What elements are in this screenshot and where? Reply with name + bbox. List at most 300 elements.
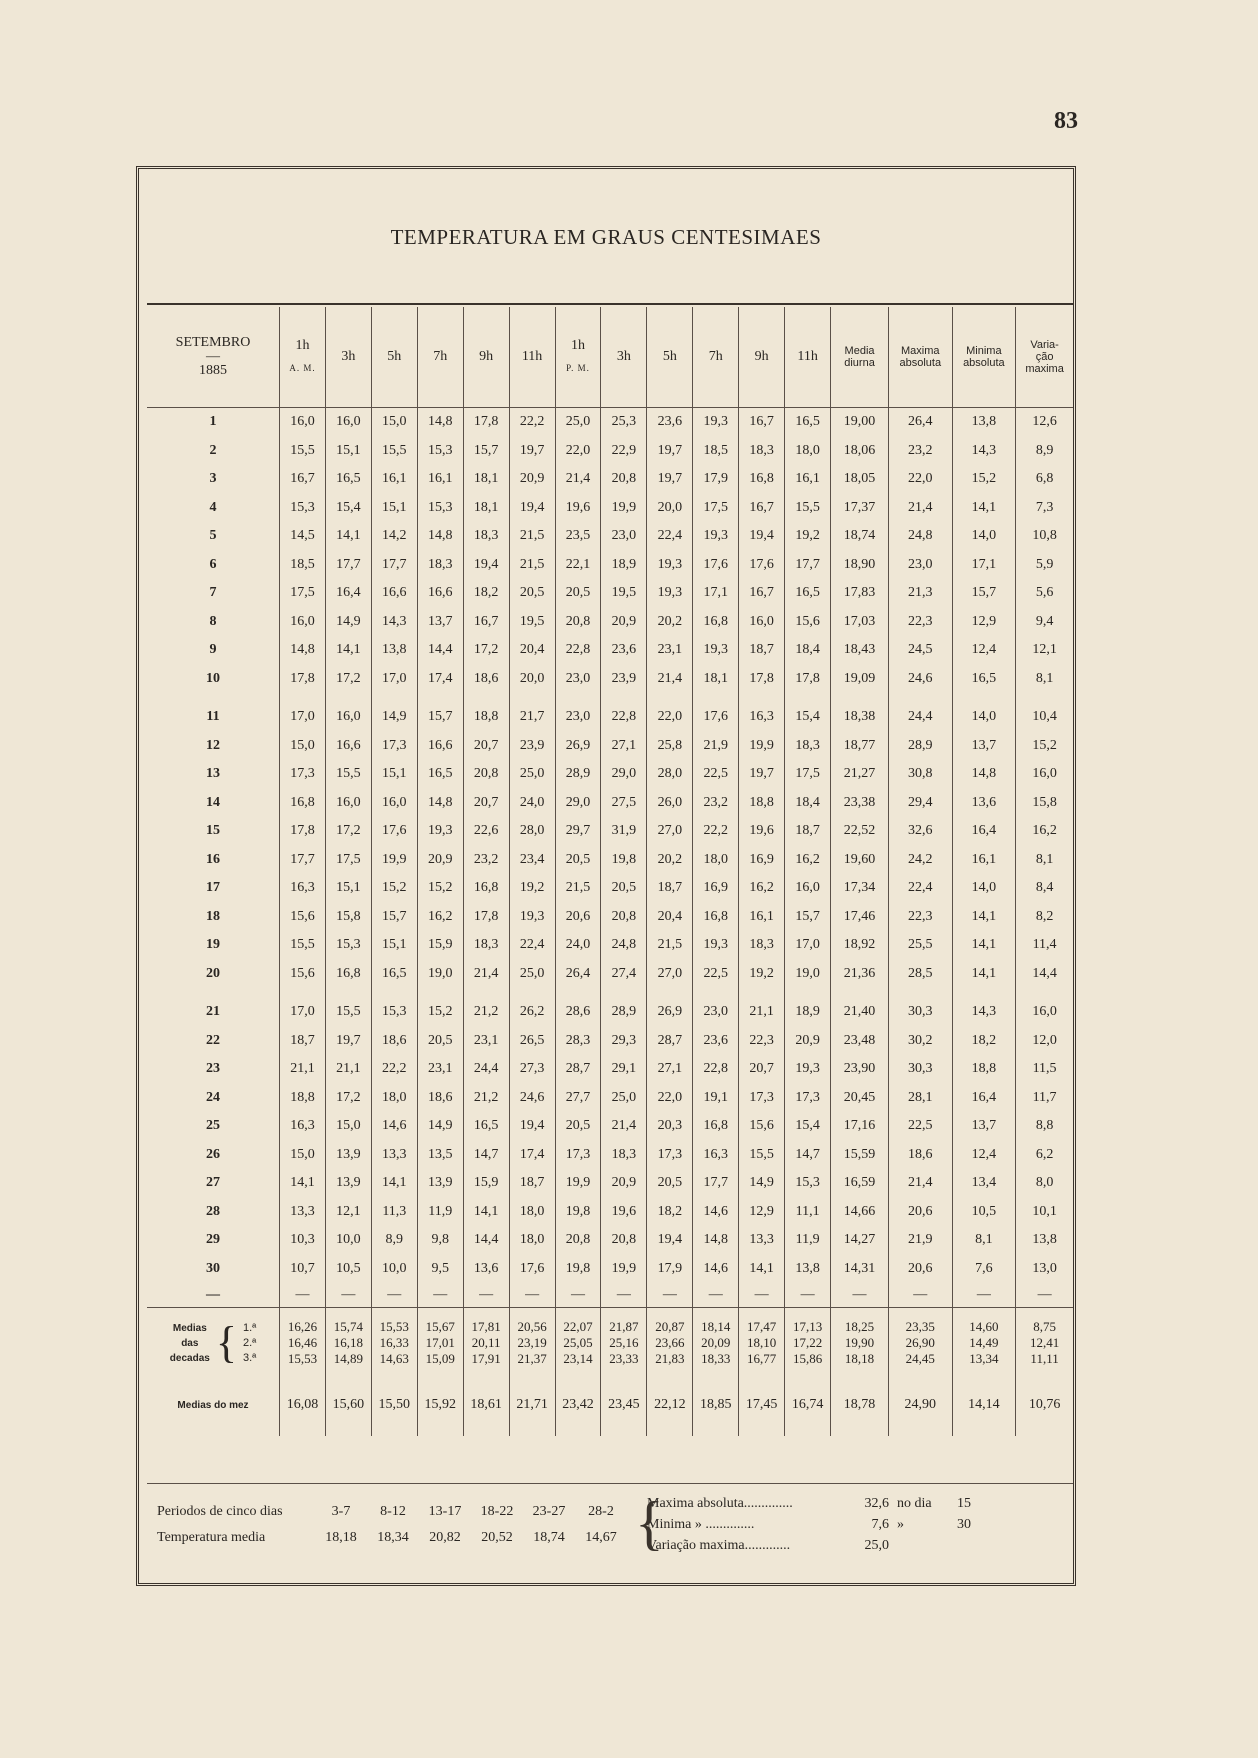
- value-cell: 17,8: [463, 408, 509, 437]
- value-cell: 13,8: [371, 636, 417, 665]
- decade-value: 22,07: [563, 1319, 593, 1334]
- value-cell: 15,8: [325, 903, 371, 932]
- dash-cell: —: [831, 1283, 889, 1308]
- table-row: [147, 465, 1073, 494]
- value-cell: 14,3: [952, 437, 1016, 466]
- value-cell: 22,2: [693, 817, 739, 846]
- extreme-day: 15: [957, 1495, 971, 1511]
- extreme-value: 25,0: [864, 1537, 889, 1553]
- value-cell: 13,0: [1016, 1255, 1073, 1284]
- table-row: [147, 408, 1073, 437]
- header-hour-9am: 9h: [463, 307, 509, 408]
- value-cell: 11,3: [371, 1198, 417, 1227]
- header-dash: —: [206, 349, 220, 364]
- value-cell: 16,2: [417, 903, 463, 932]
- value-cell: 14,1: [463, 1198, 509, 1227]
- value-cell: 18,2: [952, 1027, 1016, 1056]
- value-cell: 28,0: [647, 760, 693, 789]
- day-cell: 1: [209, 414, 217, 430]
- value-cell: 19,3: [785, 1055, 831, 1084]
- value-cell: 21,3: [889, 579, 953, 608]
- value-cell: 21,5: [509, 522, 555, 551]
- period-range: 18-22: [480, 1504, 514, 1519]
- value-cell: 29,7: [555, 817, 601, 846]
- value-cell: 17,8: [463, 903, 509, 932]
- value-cell: 18,38: [831, 703, 889, 732]
- period-range: 3-7: [331, 1504, 351, 1519]
- value-cell: 15,6: [739, 1112, 785, 1141]
- decade-value: 26,90: [905, 1335, 935, 1350]
- decades-label-1: Medias: [172, 1322, 207, 1334]
- gap-cell: [371, 988, 417, 998]
- dash-cell: —: [601, 1283, 647, 1308]
- value-cell: 18,7: [739, 636, 785, 665]
- value-cell: 17,7: [280, 846, 326, 875]
- decade-value: 14,60: [969, 1319, 999, 1334]
- decade-value: 17,13: [792, 1319, 823, 1334]
- table-row: [147, 1226, 1073, 1255]
- value-cell: 28,9: [601, 998, 647, 1027]
- value-cell: 19,6: [601, 1198, 647, 1227]
- day-cell: 7: [209, 585, 217, 601]
- header-variacao-maxima: Varia- ção maxima: [1016, 307, 1073, 408]
- value-cell: 18,3: [785, 732, 831, 761]
- period-range: 28-2: [588, 1504, 614, 1519]
- value-cell: 15,4: [785, 703, 831, 732]
- day-cell: 28: [206, 1203, 220, 1219]
- value-cell: 30,2: [889, 1027, 953, 1056]
- decades-row: [147, 1312, 1073, 1374]
- value-cell: 26,9: [555, 732, 601, 761]
- value-cell: 19,8: [601, 846, 647, 875]
- value-cell: 16,7: [739, 494, 785, 523]
- table-row: [147, 903, 1073, 932]
- value-cell: 17,0: [280, 703, 326, 732]
- value-cell: 16,0: [325, 789, 371, 818]
- value-cell: 14,3: [371, 608, 417, 637]
- value-cell: 20,3: [647, 1112, 693, 1141]
- value-cell: 18,0: [785, 437, 831, 466]
- decade-value: 15,67: [425, 1319, 455, 1334]
- value-cell: 17,03: [831, 608, 889, 637]
- value-cell: 15,9: [417, 931, 463, 960]
- value-cell: 18,1: [693, 665, 739, 694]
- dash-cell: —: [463, 1283, 509, 1308]
- dash-cell: —: [325, 1283, 371, 1308]
- decade-value: 17,47: [747, 1319, 777, 1334]
- value-cell: 16,0: [739, 608, 785, 637]
- day-cell: 8: [209, 613, 217, 629]
- value-cell: 18,06: [831, 437, 889, 466]
- month-value: 16,74: [785, 1374, 831, 1436]
- value-cell: 22,0: [889, 465, 953, 494]
- day-cell: 17: [206, 880, 220, 896]
- value-cell: 14,8: [693, 1226, 739, 1255]
- decade-values-cell: [509, 1312, 555, 1374]
- value-cell: 20,5: [601, 874, 647, 903]
- value-cell: 15,5: [325, 998, 371, 1027]
- value-cell: 16,1: [739, 903, 785, 932]
- table-row: [147, 494, 1073, 523]
- value-cell: 17,2: [325, 817, 371, 846]
- value-cell: 17,6: [509, 1255, 555, 1284]
- value-cell: 14,8: [417, 408, 463, 437]
- gap-cell: [889, 693, 953, 703]
- value-cell: 15,6: [785, 608, 831, 637]
- day-cell: 9: [209, 642, 217, 658]
- value-cell: 27,7: [555, 1084, 601, 1113]
- dash-cell: —: [785, 1283, 831, 1308]
- value-cell: 25,8: [647, 732, 693, 761]
- value-cell: 12,9: [952, 608, 1016, 637]
- value-cell: 28,5: [889, 960, 953, 989]
- value-cell: 18,3: [463, 522, 509, 551]
- decade-value: 25,16: [609, 1335, 639, 1350]
- value-cell: 21,27: [831, 760, 889, 789]
- value-cell: 25,3: [601, 408, 647, 437]
- value-cell: 17,2: [325, 665, 371, 694]
- value-cell: 20,2: [647, 846, 693, 875]
- value-cell: 22,8: [693, 1055, 739, 1084]
- value-cell: 17,2: [325, 1084, 371, 1113]
- value-cell: 20,7: [463, 732, 509, 761]
- value-cell: 17,9: [647, 1255, 693, 1284]
- value-cell: 17,3: [647, 1141, 693, 1170]
- value-cell: 28,9: [889, 732, 953, 761]
- decade-values-cell: [831, 1312, 889, 1374]
- value-cell: 19,3: [647, 579, 693, 608]
- value-cell: 6,2: [1016, 1141, 1073, 1170]
- gap-cell: [831, 693, 889, 703]
- value-cell: 10,3: [280, 1226, 326, 1255]
- value-cell: 8,1: [952, 1226, 1016, 1255]
- value-cell: 20,0: [509, 665, 555, 694]
- value-cell: 14,1: [325, 636, 371, 665]
- value-cell: 20,9: [509, 465, 555, 494]
- dash-cell: —: [889, 1283, 953, 1308]
- value-cell: 20,8: [555, 1226, 601, 1255]
- value-cell: 16,3: [739, 703, 785, 732]
- table-row: [147, 608, 1073, 637]
- value-cell: 18,8: [463, 703, 509, 732]
- value-cell: 19,9: [371, 846, 417, 875]
- value-cell: 11,4: [1016, 931, 1073, 960]
- value-cell: 24,6: [889, 665, 953, 694]
- value-cell: 24,8: [889, 522, 953, 551]
- value-cell: 17,0: [371, 665, 417, 694]
- table-body: [147, 408, 1073, 1437]
- decade-ordinal: 3.ª: [242, 1351, 257, 1364]
- value-cell: 18,3: [417, 551, 463, 580]
- header-date: [147, 307, 280, 408]
- gap-cell: [147, 988, 280, 998]
- gap-cell: [647, 693, 693, 703]
- value-cell: 20,8: [463, 760, 509, 789]
- value-cell: 16,0: [280, 408, 326, 437]
- value-cell: 28,7: [555, 1055, 601, 1084]
- value-cell: 13,9: [417, 1169, 463, 1198]
- temps-label: Temperatura media: [157, 1530, 266, 1545]
- day-cell: 26: [206, 1146, 220, 1162]
- extreme-row: [647, 1514, 997, 1535]
- value-cell: 18,43: [831, 636, 889, 665]
- value-cell: 19,3: [417, 817, 463, 846]
- value-cell: 17,37: [831, 494, 889, 523]
- value-cell: 24,6: [509, 1084, 555, 1113]
- value-cell: 16,3: [280, 874, 326, 903]
- value-cell: 16,5: [325, 465, 371, 494]
- value-cell: 13,8: [1016, 1226, 1073, 1255]
- value-cell: 22,4: [509, 931, 555, 960]
- decade-value: 16,26: [287, 1319, 318, 1334]
- value-cell: 18,6: [463, 665, 509, 694]
- value-cell: 20,5: [555, 579, 601, 608]
- value-cell: 21,40: [831, 998, 889, 1027]
- value-cell: 17,3: [371, 732, 417, 761]
- header-hour-5pm: 5h: [647, 307, 693, 408]
- gap-cell: [952, 988, 1016, 998]
- value-cell: 10,5: [325, 1255, 371, 1284]
- value-cell: 22,5: [693, 960, 739, 989]
- value-cell: 15,7: [417, 703, 463, 732]
- value-cell: 17,8: [739, 665, 785, 694]
- decade-value: 14,89: [333, 1351, 363, 1366]
- header-hour-1pm: 1h P. M.: [555, 307, 601, 408]
- value-cell: 15,2: [371, 874, 417, 903]
- table-row: [147, 874, 1073, 903]
- value-cell: 18,3: [739, 931, 785, 960]
- value-cell: 28,7: [647, 1027, 693, 1056]
- value-cell: 30,3: [889, 1055, 953, 1084]
- table-row: [147, 437, 1073, 466]
- header-hour-11pm: 11h: [785, 307, 831, 408]
- dash-cell: —: [1016, 1283, 1073, 1308]
- decade-value: 21,87: [609, 1319, 639, 1334]
- decade-value: 8,75: [1033, 1319, 1056, 1334]
- value-cell: 26,2: [509, 998, 555, 1027]
- decade-values-cell: [1016, 1312, 1073, 1374]
- value-cell: 28,1: [889, 1084, 953, 1113]
- value-cell: 20,9: [601, 1169, 647, 1198]
- gap-cell: [831, 988, 889, 998]
- value-cell: 11,1: [785, 1198, 831, 1227]
- value-cell: 18,2: [463, 579, 509, 608]
- value-cell: 17,4: [417, 665, 463, 694]
- value-cell: 14,27: [831, 1226, 889, 1255]
- decade-value: 14,63: [379, 1351, 409, 1366]
- value-cell: 23,38: [831, 789, 889, 818]
- decade-value: 20,56: [517, 1319, 547, 1334]
- value-cell: 14,9: [739, 1169, 785, 1198]
- gap-cell: [739, 988, 785, 998]
- month-value: 23,45: [601, 1374, 647, 1436]
- value-cell: 14,1: [952, 931, 1016, 960]
- value-cell: 21,5: [509, 551, 555, 580]
- gap-cell: [647, 988, 693, 998]
- period-temp: 18,34: [377, 1530, 409, 1545]
- decade-value: 16,33: [379, 1335, 409, 1350]
- page-number: 83: [1054, 108, 1078, 134]
- value-cell: 16,8: [463, 874, 509, 903]
- value-cell: 16,7: [739, 408, 785, 437]
- value-cell: 26,4: [889, 408, 953, 437]
- value-cell: 17,3: [555, 1141, 601, 1170]
- value-cell: 23,6: [693, 1027, 739, 1056]
- value-cell: 14,5: [280, 522, 326, 551]
- value-cell: 16,1: [371, 465, 417, 494]
- value-cell: 28,6: [555, 998, 601, 1027]
- value-cell: 16,4: [952, 817, 1016, 846]
- value-cell: 10,7: [280, 1255, 326, 1284]
- value-cell: 15,3: [280, 494, 326, 523]
- value-cell: 20,5: [417, 1027, 463, 1056]
- decade-values-cell: [647, 1312, 693, 1374]
- value-cell: 18,5: [693, 437, 739, 466]
- header-hour-9pm: 9h: [739, 307, 785, 408]
- value-cell: 18,8: [280, 1084, 326, 1113]
- value-cell: 19,3: [693, 636, 739, 665]
- value-cell: 19,7: [739, 760, 785, 789]
- value-cell: 16,6: [325, 732, 371, 761]
- header-hour-7am: 7h: [417, 307, 463, 408]
- value-cell: 15,5: [371, 437, 417, 466]
- value-cell: 20,5: [509, 579, 555, 608]
- value-cell: 13,7: [952, 1112, 1016, 1141]
- value-cell: 16,0: [371, 789, 417, 818]
- am-label: A. M.: [289, 363, 316, 373]
- value-cell: 11,7: [1016, 1084, 1073, 1113]
- value-cell: 22,3: [739, 1027, 785, 1056]
- header-maxima-absoluta: Maxima absoluta: [889, 307, 953, 408]
- value-cell: 5,9: [1016, 551, 1073, 580]
- value-cell: 17,8: [280, 665, 326, 694]
- decade-value: 20,11: [471, 1335, 501, 1350]
- value-cell: 20,6: [889, 1198, 953, 1227]
- decades-label-2: das: [181, 1337, 199, 1349]
- value-cell: 13,9: [325, 1141, 371, 1170]
- table-row: [147, 579, 1073, 608]
- value-cell: 22,6: [463, 817, 509, 846]
- value-cell: 24,0: [555, 931, 601, 960]
- value-cell: 14,1: [952, 494, 1016, 523]
- month-value: 15,50: [371, 1374, 417, 1436]
- value-cell: 18,1: [463, 465, 509, 494]
- value-cell: 18,90: [831, 551, 889, 580]
- value-cell: 21,9: [693, 732, 739, 761]
- value-cell: 17,6: [739, 551, 785, 580]
- value-cell: 19,3: [509, 903, 555, 932]
- dash-cell: —: [509, 1283, 555, 1308]
- decade-values-cell: [739, 1312, 785, 1374]
- value-cell: 20,6: [889, 1255, 953, 1284]
- value-cell: 19,4: [509, 494, 555, 523]
- day-cell: 14: [206, 794, 220, 810]
- value-cell: 27,1: [601, 732, 647, 761]
- decade-value: 15,74: [333, 1319, 363, 1334]
- periods-row: [157, 1499, 627, 1525]
- value-cell: 22,1: [555, 551, 601, 580]
- decade-value: 23,66: [655, 1335, 685, 1350]
- decade-values-cell: [463, 1312, 509, 1374]
- header-media-diurna: Media diurna: [831, 307, 889, 408]
- value-cell: 17,16: [831, 1112, 889, 1141]
- value-cell: 23,2: [693, 789, 739, 818]
- value-cell: 10,5: [952, 1198, 1016, 1227]
- decade-value: 17,81: [471, 1319, 501, 1334]
- day-cell: 29: [206, 1232, 220, 1248]
- gap-cell: [371, 693, 417, 703]
- value-cell: 22,9: [601, 437, 647, 466]
- value-cell: 24,4: [463, 1055, 509, 1084]
- value-cell: 24,0: [509, 789, 555, 818]
- decade-value: 23,19: [517, 1335, 547, 1350]
- value-cell: 14,7: [785, 1141, 831, 1170]
- value-cell: 22,0: [647, 703, 693, 732]
- header-year: 1885: [199, 363, 227, 378]
- day-cell: 27: [206, 1175, 220, 1191]
- extreme-value: 32,6: [864, 1495, 889, 1511]
- decade-gap: [147, 988, 1073, 998]
- value-cell: 16,8: [325, 960, 371, 989]
- dash-row: [147, 1283, 1073, 1308]
- table-row: [147, 1198, 1073, 1227]
- value-cell: 25,0: [555, 408, 601, 437]
- value-cell: 23,4: [509, 846, 555, 875]
- value-cell: 29,0: [601, 760, 647, 789]
- month-value: 23,42: [555, 1374, 601, 1436]
- dash-cell: —: [647, 1283, 693, 1308]
- value-cell: 17,34: [831, 874, 889, 903]
- value-cell: 14,7: [463, 1141, 509, 1170]
- value-cell: 27,1: [647, 1055, 693, 1084]
- value-cell: 13,6: [952, 789, 1016, 818]
- value-cell: 18,7: [785, 817, 831, 846]
- day-cell: 6: [209, 556, 217, 572]
- value-cell: 20,8: [601, 903, 647, 932]
- gap-cell: [147, 693, 280, 703]
- decade-value: 18,25: [844, 1319, 875, 1334]
- value-cell: 20,0: [647, 494, 693, 523]
- value-cell: 20,5: [555, 1112, 601, 1141]
- day-cell: 21: [206, 1004, 220, 1020]
- decade-ordinal: 2.ª: [242, 1336, 257, 1349]
- value-cell: 27,0: [647, 960, 693, 989]
- value-cell: 15,7: [785, 903, 831, 932]
- decade-value: 15,53: [287, 1351, 318, 1366]
- value-cell: 27,5: [601, 789, 647, 818]
- value-cell: 22,8: [555, 636, 601, 665]
- value-cell: 20,5: [555, 846, 601, 875]
- decades-brace: {: [215, 1318, 237, 1367]
- value-cell: 8,9: [1016, 437, 1073, 466]
- day-cell: 12: [206, 737, 220, 753]
- table-row: [147, 1027, 1073, 1056]
- value-cell: 16,8: [693, 1112, 739, 1141]
- value-cell: 14,6: [693, 1255, 739, 1284]
- value-cell: 14,2: [371, 522, 417, 551]
- table-row: [147, 817, 1073, 846]
- value-cell: 16,6: [417, 732, 463, 761]
- gap-cell: [280, 693, 326, 703]
- day-cell: 16: [206, 851, 220, 867]
- value-cell: 16,7: [739, 579, 785, 608]
- period-temp: 20,82: [429, 1530, 461, 1545]
- value-cell: 15,0: [325, 1112, 371, 1141]
- value-cell: 17,5: [325, 846, 371, 875]
- header-month: SETEMBRO: [175, 335, 251, 350]
- value-cell: 16,2: [1016, 817, 1073, 846]
- value-cell: 17,4: [509, 1141, 555, 1170]
